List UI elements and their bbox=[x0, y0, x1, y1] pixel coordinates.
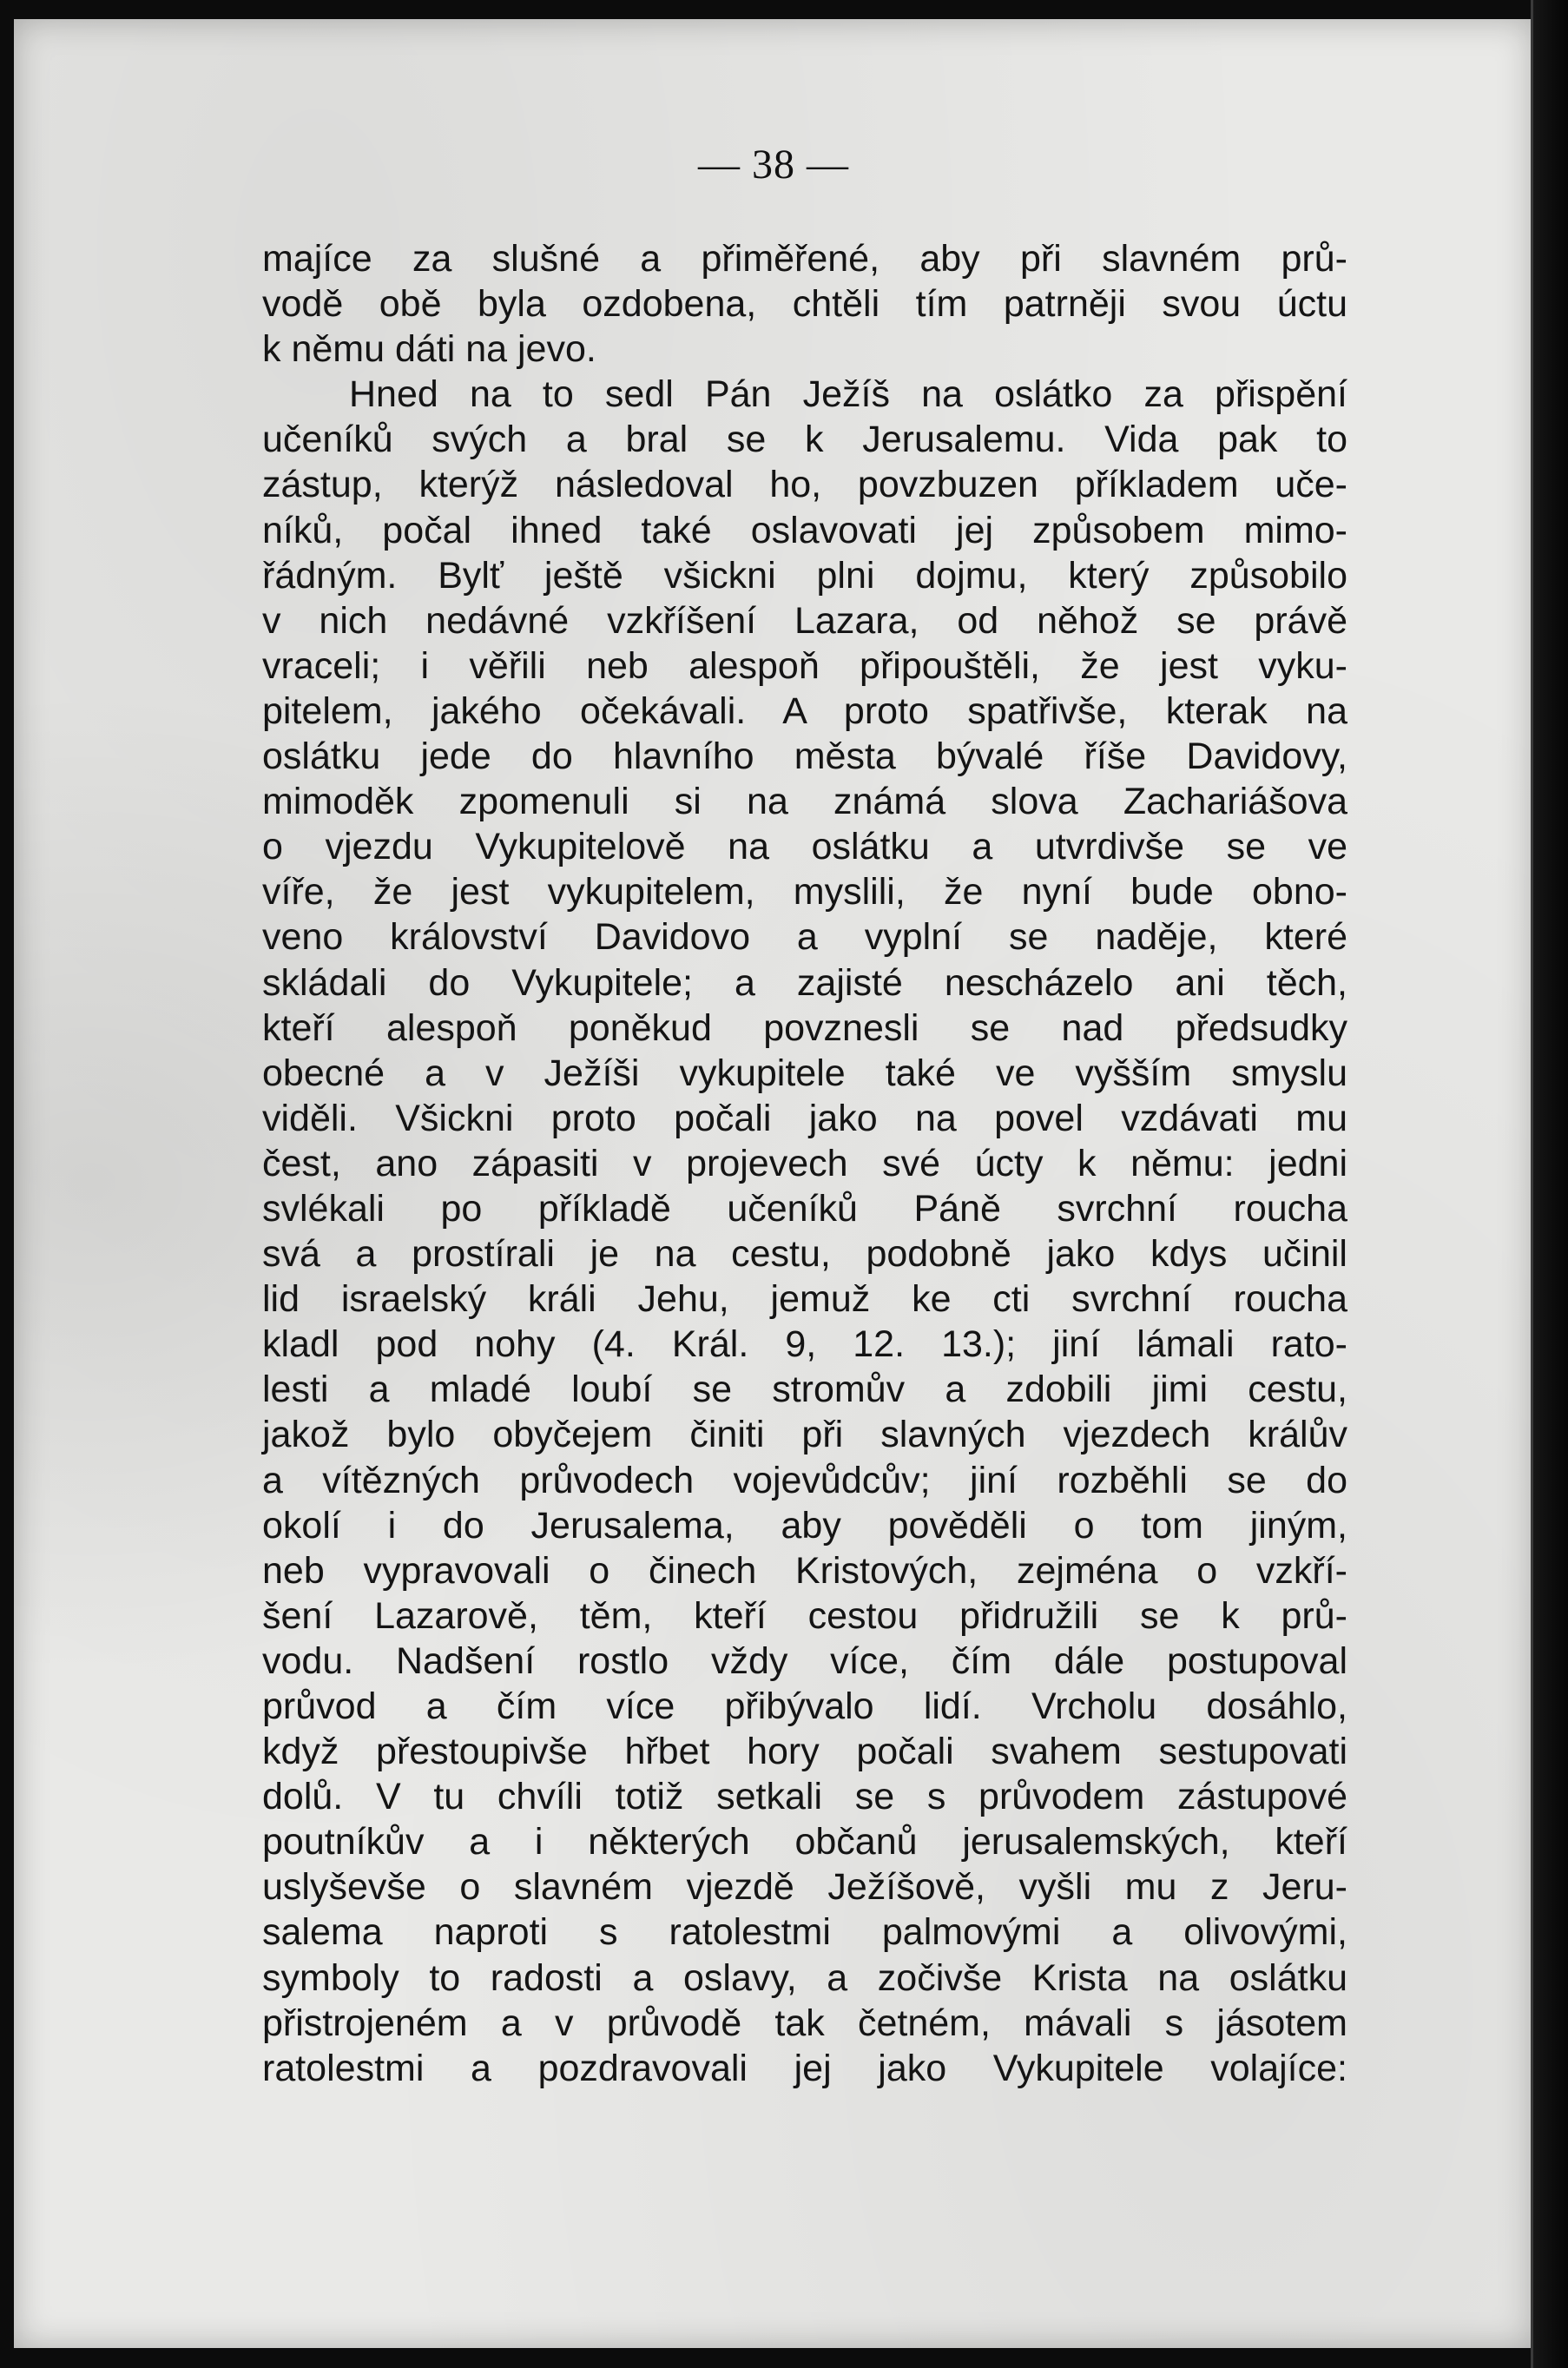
book-spine-edge bbox=[1531, 0, 1568, 2368]
text-line: uslyševše o slavném vjezdě Ježíšově, vyšli mu z Jeru- bbox=[262, 1866, 1347, 1909]
text-line: svá a prostírali je na cestu, podobně jako kdys učinil bbox=[262, 1233, 1347, 1276]
text-line: lesti a mladé loubí se stromův a zdobili jimi cestu, bbox=[262, 1369, 1347, 1411]
text-line: salema naproti s ratolestmi palmovými a olivovými, bbox=[262, 1911, 1347, 1954]
text-line: šení Lazarově, těm, kteří cestou přidružili se k prů- bbox=[262, 1594, 1347, 1637]
text-line: pitelem, jakého očekávali. A proto spatřivše, kterak na bbox=[262, 689, 1347, 732]
text-line: ratolestmi a pozdravovali jej jako Vykupitele volajíce: bbox=[262, 2047, 1347, 2089]
text-line: dolů. V tu chvíli totiž setkali se s průvodem zástupové bbox=[262, 1776, 1347, 1818]
text-line: skládali do Vykupitele; a zajisté nescházelo ani těch, bbox=[262, 961, 1347, 1004]
text-line: vodě obě byla ozdobena, chtěli tím patrněji svou úctu bbox=[262, 283, 1347, 326]
text-line: jakož bylo obyčejem činiti při slavných vjezdech králův bbox=[262, 1414, 1347, 1456]
text-line: o vjezdu Vykupitelově na oslátku a utvrdivše se ve bbox=[262, 826, 1347, 868]
text-line: lid israelský králi Jehu, jemuž ke cti svrchní roucha bbox=[262, 1278, 1347, 1321]
text-line: oslátku jede do hlavního města bývalé říše Davidovy, bbox=[262, 735, 1347, 778]
text-line: veno království Davidovo a vyplní se naděje, které bbox=[262, 916, 1347, 959]
text-line: v nich nedávné vzkříšení Lazara, od něhož se právě bbox=[262, 599, 1347, 642]
text-line: poutníkův a i některých občanů jerusalemských, kteří bbox=[262, 1821, 1347, 1863]
text-line: okolí i do Jerusalema, aby pověděli o tom jiným, bbox=[262, 1504, 1347, 1547]
text-line: když přestoupivše hřbet hory počali svahem sestupovati bbox=[262, 1731, 1347, 1773]
text-line: průvod a čím více přibývalo lidí. Vrcholu dosáhlo, bbox=[262, 1685, 1347, 1727]
text-line: učeníků svých a bral se k Jerusalemu. Vida pak to bbox=[262, 419, 1347, 461]
text-line: čest, ano zápasiti v projevech své úcty k němu: jedni bbox=[262, 1142, 1347, 1184]
body-text bbox=[262, 236, 1347, 2091]
text-line: přistrojeném a v průvodě tak četném, mávali s jásotem bbox=[262, 2002, 1347, 2044]
text-line: mimoděk zpomenuli si na známá slova Zachariášova bbox=[262, 781, 1347, 823]
text-line: řádným. Bylť ještě všickni plni dojmu, který způsobilo bbox=[262, 554, 1347, 597]
text-line: vodu. Nadšení rostlo vždy více, čím dále postupoval bbox=[262, 1639, 1347, 1682]
text-line: k němu dáti na jevo. bbox=[262, 328, 596, 371]
text-line: kteří alespoň poněkud povznesli se nad předsudky bbox=[262, 1006, 1347, 1049]
text-line: symboly to radosti a oslavy, a zočivše Krista na oslátku bbox=[262, 1956, 1347, 1999]
text-line: víře, že jest vykupitelem, myslili, že nyní bude obno- bbox=[262, 871, 1347, 914]
text-line: vraceli; i věřili neb alespoň připouštěli, že jest vyku- bbox=[262, 644, 1347, 687]
text-line: níků, počal ihned také oslavovati jej způsobem mimo- bbox=[262, 509, 1347, 551]
text-line: zástup, kterýž následoval ho, povzbuzen příkladem uče- bbox=[262, 464, 1347, 506]
page-number: — 38 — bbox=[698, 142, 849, 188]
text-line: obecné a v Ježíši vykupitele také ve vyšším smyslu bbox=[262, 1052, 1347, 1094]
text-line: kladl pod nohy (4. Král. 9, 12. 13.); jiní lámali rato- bbox=[262, 1323, 1347, 1366]
text-line: viděli. Všickni proto počali jako na povel vzdávati mu bbox=[262, 1097, 1347, 1139]
book-page bbox=[14, 19, 1533, 2348]
text-line: majíce za slušné a přiměřené, aby při slavném prů- bbox=[262, 238, 1347, 280]
text-line: svlékali po příkladě učeníků Páně svrchní roucha bbox=[262, 1187, 1347, 1230]
text-line: Hned na to sedl Pán Ježíš na oslátko za přispění bbox=[349, 373, 1347, 416]
text-line: neb vypravovali o činech Kristových, zejména o vzkří- bbox=[262, 1549, 1347, 1592]
text-line: a vítězných průvodech vojevůdcův; jiní rozběhli se do bbox=[262, 1459, 1347, 1501]
